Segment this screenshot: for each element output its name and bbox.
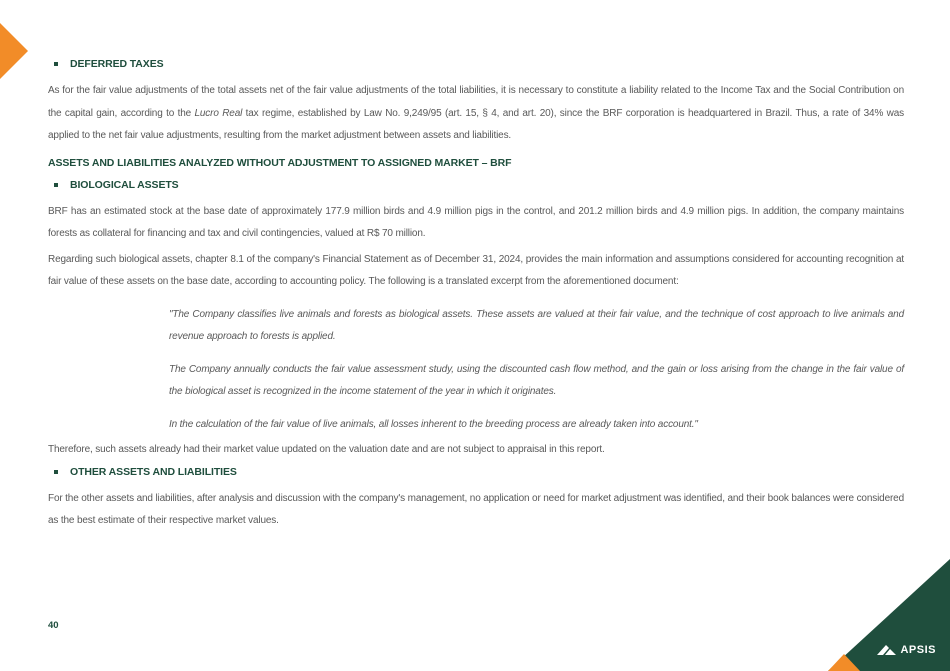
deferred-taxes-text-end: tax regime, established by Law No. 9,249/95 (art. 15, § 4, and art. 20), since the BRF corporation is headquartered in Brazil. Thus, a rate of 34% was applied to the net fair value adjustments, resulting from the market adjustment between assets and liabilities. (48, 107, 904, 141)
deferred-taxes-paragraph (48, 80, 904, 148)
biological-assets-heading-text: BIOLOGICAL ASSETS (70, 178, 179, 191)
page-content (48, 58, 904, 536)
other-assets-paragraph: For the other assets and liabilities, after analysis and discussion with the company's management, no application or need for market adjustment was identified, and their book balances were considered as the best estimate of their respective market values. (48, 492, 904, 526)
corner-accent-top-left (0, 23, 28, 79)
other-assets-heading-text: OTHER ASSETS AND LIABILITIES (70, 465, 237, 478)
biological-assets-heading (54, 179, 904, 191)
lucro-real-term: Lucro Real (194, 107, 243, 119)
bullet-square-icon (54, 62, 58, 66)
biological-assets-paragraph-3: Therefore, such assets already had their market value updated on the valuation date and are not subject to appraisal in this report. (48, 444, 605, 455)
biological-assets-paragraph-1: BRF has an estimated stock at the base date of approximately 177.9 million birds and 4.9 million pigs in the control, and 201.2 million birds and 4.9 million pigs. In addition, the company maintains forests as collateral for financing and tax and civil contingencies, valued at R$ 70 million. (48, 205, 904, 239)
other-assets-heading (54, 466, 904, 478)
quote-paragraph-3: In the calculation of the fair value of live animals, all losses inherent to the breeding process are already taken into account." (169, 418, 698, 430)
bullet-square-icon (54, 183, 58, 187)
apsis-logo-icon (877, 644, 897, 656)
deferred-taxes-heading-text: DEFERRED TAXES (70, 58, 164, 70)
quote-paragraph-2: The Company annually conducts the fair value assessment study, using the discounted cash flow method, and the gain or loss arising from the change in the fair value of the biological asset is recognized in the income statement of the year in which it originates. (169, 363, 904, 397)
page-number: 40 (48, 620, 59, 631)
assets-liabilities-heading: ASSETS AND LIABILITIES ANALYZED WITHOUT ADJUSTMENT TO ASSIGNED MARKET – BRF (48, 156, 512, 169)
deferred-taxes-text-start: As for the fair value adjustments of the total assets net of the fair value adjustments of the total liabilities, it is necessary to constitute a liability related to the Income Tax and the Social Contribution on the capital gain, according to the (48, 85, 904, 119)
deferred-taxes-heading (54, 58, 904, 70)
biological-assets-paragraph-2: Regarding such biological assets, chapter 8.1 of the company's Financial Statement as of December 31, 2024, provides the main information and assumptions considered for accounting recognition at fair value of these assets on the base date, according to accounting policy. The following is a translated excerpt from the aforementioned document: (48, 253, 904, 287)
apsis-logo (877, 644, 936, 656)
quote-paragraph-1: "The Company classifies live animals and forests as biological assets. These assets are valued at their fair value, and the technique of cost approach to live animals and revenue approach to forests is applied. (169, 308, 904, 342)
bullet-square-icon (54, 470, 58, 474)
apsis-logo-text: APSIS (900, 644, 936, 656)
